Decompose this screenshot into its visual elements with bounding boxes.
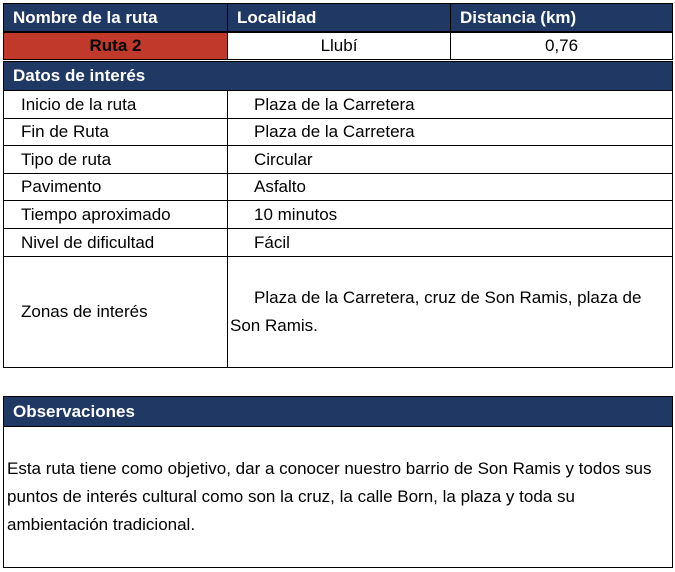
header-distance-label: Distancia (km) [460, 7, 577, 27]
route-locality: Llubí [320, 36, 358, 55]
detail-value-start: Plaza de la Carretera [227, 90, 673, 119]
detail-value-pavement: Asfalto [227, 173, 673, 201]
route-name-cell [3, 32, 228, 60]
detail-value-difficulty: Fácil [227, 228, 673, 257]
header-locality [227, 3, 451, 32]
header-locality-label: Localidad [237, 7, 317, 27]
detail-value-type: Circular [227, 145, 673, 174]
header-distance [450, 3, 673, 32]
details-header [3, 61, 673, 91]
detail-value-end: Plaza de la Carretera [227, 118, 673, 146]
detail-label-zones: Zonas de interés [3, 256, 228, 368]
observations-title: Observaciones [13, 401, 135, 421]
detail-label-type: Tipo de ruta [3, 145, 228, 174]
detail-value-zones-cell [227, 256, 673, 368]
observations-text: Esta ruta tiene como objetivo, dar a conocer nuestro barrio de Son Ramis y todos sus puntos de interés cultural como son la cruz, la calle Born, la plaza y toda su ambientación tradicional. [7, 459, 652, 534]
detail-label-pavement: Pavimento [3, 173, 228, 201]
header-route-name-label: Nombre de la ruta [13, 7, 158, 27]
detail-label-difficulty: Nivel de dificultad [3, 228, 228, 257]
observations-body [3, 426, 673, 568]
observations-header [3, 396, 673, 427]
detail-label-end: Fin de Ruta [3, 118, 228, 146]
details-title: Datos de interés [13, 66, 146, 85]
route-name: Ruta 2 [89, 36, 142, 55]
route-distance-cell [450, 32, 673, 60]
detail-value-time: 10 minutos [227, 200, 673, 229]
route-locality-cell [227, 32, 451, 60]
detail-label-start: Inicio de la ruta [3, 90, 228, 119]
detail-value-zones: Plaza de la Carretera, cruz de Son Ramis, plaza de Son Ramis. [230, 288, 642, 335]
detail-label-time: Tiempo aproximado [3, 200, 228, 229]
header-route-name [3, 3, 228, 32]
route-distance: 0,76 [544, 36, 579, 55]
